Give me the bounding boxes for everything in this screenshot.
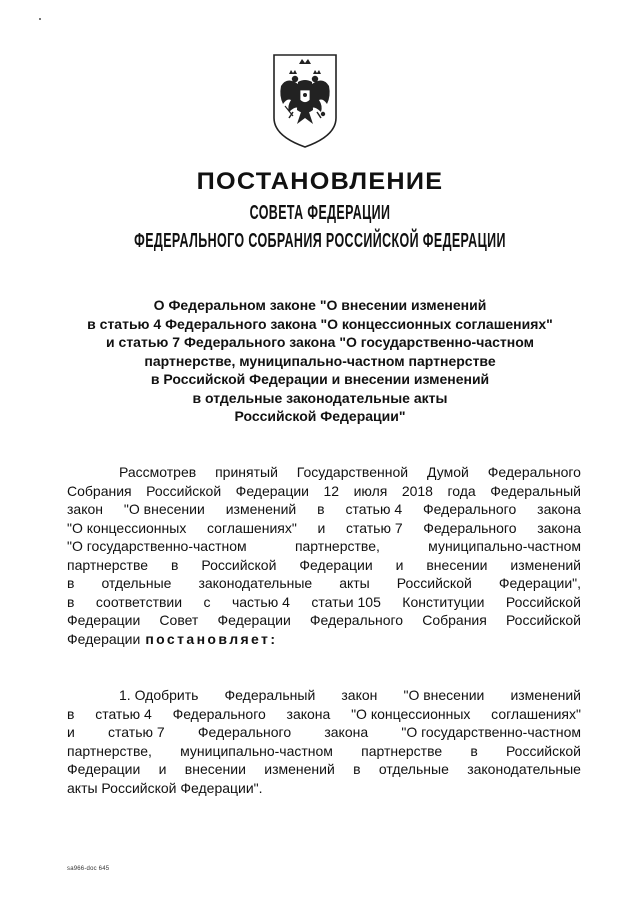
word: закон xyxy=(67,501,104,517)
word: Федерального xyxy=(197,724,292,740)
issuer-line-2: ФЕДЕРАЛЬНОГО СОБРАНИЯ РОССИЙСКОЙ ФЕДЕРАЦИИ xyxy=(134,230,506,252)
word: в xyxy=(67,593,75,610)
word: Российской xyxy=(505,742,581,759)
word: Федерации xyxy=(67,761,141,777)
word: Федерации xyxy=(67,630,141,647)
word: партнерстве, xyxy=(294,538,380,554)
word: отдельные xyxy=(378,761,449,777)
word: в xyxy=(353,761,361,777)
subject-line: партнерстве, муниципально-частном партнерстве xyxy=(144,352,496,369)
word: и xyxy=(317,519,326,536)
word: соответствии xyxy=(95,593,183,610)
word: частью 4 xyxy=(231,593,290,610)
word: в xyxy=(67,575,75,591)
word: соглашениях" xyxy=(207,519,297,536)
word: партнерстве xyxy=(67,556,149,573)
word: изменений xyxy=(225,501,297,517)
word: закона xyxy=(286,705,331,722)
word: Федеральный xyxy=(490,482,581,499)
text-line xyxy=(67,742,581,761)
word: Федерации xyxy=(299,556,373,573)
paragraph-preamble xyxy=(67,463,581,648)
word: Федерации xyxy=(67,612,141,628)
word: статью 4 xyxy=(95,705,152,722)
word: "О государственно-частном xyxy=(401,724,581,740)
word: 1. Одобрить xyxy=(119,687,199,703)
text-line xyxy=(67,705,581,724)
word: Федерального xyxy=(423,501,517,517)
word: с xyxy=(203,593,211,610)
word: и xyxy=(67,724,75,740)
word: законодательные xyxy=(467,761,581,777)
text-line xyxy=(67,482,581,501)
word: 2018 xyxy=(401,482,433,499)
word: Российской xyxy=(201,556,277,573)
document-code: sa966-doc 645 xyxy=(67,866,110,872)
document-title: ПОСТАНОВЛЕНИЕ xyxy=(196,168,444,195)
word: внесении xyxy=(184,761,246,777)
word: партнерстве, xyxy=(67,742,152,759)
document-subject xyxy=(60,296,580,426)
word: статьи 105 xyxy=(311,593,381,610)
word: статью 7 xyxy=(346,519,403,536)
issuer-line-1: СОВЕТА ФЕДЕРАЦИИ xyxy=(249,202,391,224)
word: Российской xyxy=(505,593,581,610)
word: Российской xyxy=(146,482,222,499)
word: закон xyxy=(341,687,378,703)
word: закона xyxy=(537,519,581,536)
subject-line: в статью 4 Федерального закона "О концессионных соглашениях" xyxy=(87,315,553,332)
word: Федерального xyxy=(487,464,581,480)
word: Федерального xyxy=(423,519,517,536)
word: Конституции xyxy=(402,593,485,610)
word: Федерации xyxy=(217,612,291,628)
word: партнерстве xyxy=(361,742,443,759)
word: статью 7 xyxy=(108,724,165,740)
word: Собрания xyxy=(422,612,487,628)
text-line xyxy=(67,723,581,742)
word: Федерации xyxy=(235,482,309,499)
subject-line: О Федеральном законе "О внесении изменений xyxy=(153,297,487,313)
word: закона xyxy=(537,501,581,517)
word: Собрания xyxy=(67,482,132,499)
word: в xyxy=(67,705,75,722)
word: изменений xyxy=(264,761,335,777)
coat-of-arms-icon xyxy=(271,52,339,150)
word: принятый xyxy=(215,464,278,480)
subject-line: и статью 7 Федерального закона "О государственно-частном xyxy=(106,334,534,350)
word: закона xyxy=(324,724,369,740)
word: Совет xyxy=(159,612,199,628)
word: "О государственно-частном xyxy=(67,538,247,554)
word: Федерального xyxy=(172,705,266,722)
text-line xyxy=(67,574,581,593)
text-line xyxy=(67,760,581,779)
paragraph-decision xyxy=(67,686,581,797)
word: в xyxy=(170,556,179,573)
word: изменений xyxy=(510,687,581,703)
scan-dot xyxy=(39,18,41,20)
text-line xyxy=(67,537,581,556)
word: "О внесении xyxy=(403,687,485,703)
word: июля xyxy=(353,482,388,499)
text-line-last xyxy=(67,779,581,798)
word: года xyxy=(447,482,476,499)
word: "О концессионных xyxy=(351,705,471,722)
word: Федеральный xyxy=(224,687,316,703)
word: Государственной xyxy=(296,464,409,480)
word: Федерации", xyxy=(498,575,581,591)
text-line xyxy=(67,519,581,538)
word: и xyxy=(158,761,167,777)
text-line xyxy=(67,500,581,519)
word: статью 4 xyxy=(345,501,403,517)
word: в xyxy=(470,742,478,759)
word: в xyxy=(317,501,325,517)
word: "О внесении xyxy=(123,501,205,517)
word: Рассмотрев xyxy=(119,464,197,480)
text-line-last xyxy=(67,630,581,649)
text-line xyxy=(67,556,581,575)
word: изменений xyxy=(510,556,581,573)
decree-word: постановляет: xyxy=(145,630,278,647)
word: муниципально-частном xyxy=(180,742,333,759)
word: отдельные xyxy=(101,575,172,591)
word: акты xyxy=(339,575,370,591)
word: Думой xyxy=(426,464,469,480)
subject-line: Российской Федерации" xyxy=(234,408,406,424)
subject-line: в отдельные законодательные акты xyxy=(192,389,448,406)
word: муниципально-частном xyxy=(428,538,581,554)
word: внесении xyxy=(426,556,488,573)
word: и xyxy=(395,556,404,573)
word: соглашениях" xyxy=(491,705,581,722)
word: Российской xyxy=(396,575,472,591)
word: Федерального xyxy=(309,612,404,628)
word: законодательные xyxy=(198,575,313,591)
text-line xyxy=(67,593,581,612)
word: акты Российской Федерации". xyxy=(67,779,263,796)
word: "О концессионных xyxy=(67,519,187,536)
word: Российской xyxy=(505,612,581,628)
text-line xyxy=(67,611,581,630)
text-line xyxy=(67,463,581,482)
text-line xyxy=(67,686,581,705)
word: 12 xyxy=(323,482,340,499)
subject-line: в Российской Федерации и внесении изменений xyxy=(150,371,490,387)
